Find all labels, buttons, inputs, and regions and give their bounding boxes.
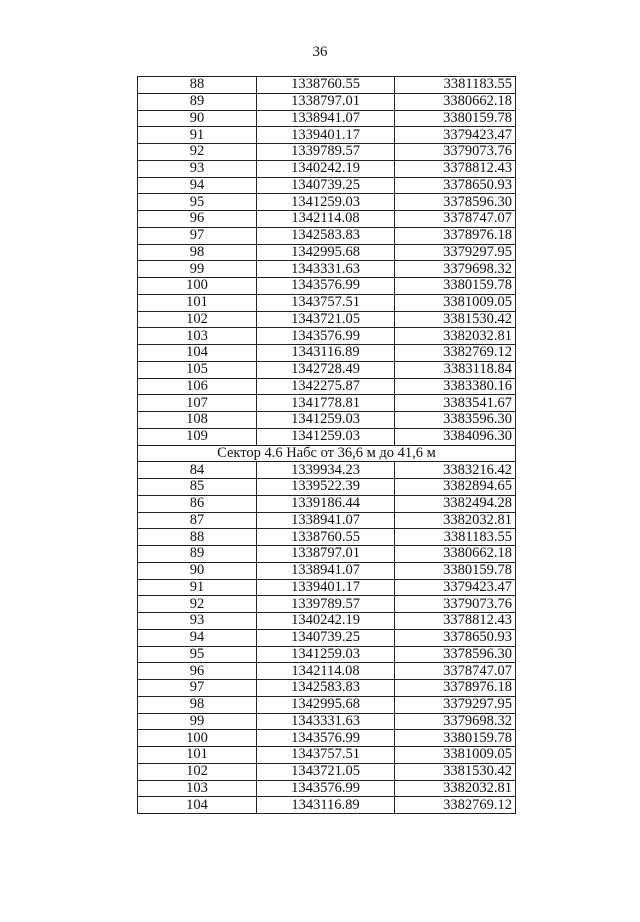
coordinate-x: 1342583.83 xyxy=(257,680,395,697)
table-row xyxy=(138,462,516,479)
table-row xyxy=(138,127,516,144)
coordinate-x: 1341259.03 xyxy=(257,194,395,211)
point-number: 99 xyxy=(138,261,257,278)
point-number: 84 xyxy=(138,462,257,479)
coordinate-y: 3378650.93 xyxy=(395,177,516,194)
point-number: 90 xyxy=(138,562,257,579)
point-number: 88 xyxy=(138,529,257,546)
coordinate-y: 3382032.81 xyxy=(395,512,516,529)
coordinate-x: 1340242.19 xyxy=(257,160,395,177)
coordinate-x: 1342583.83 xyxy=(257,227,395,244)
table-row xyxy=(138,395,516,412)
table-body-top xyxy=(138,77,516,446)
table-row xyxy=(138,495,516,512)
point-number: 96 xyxy=(138,211,257,228)
point-number: 93 xyxy=(138,160,257,177)
coordinate-x: 1339401.17 xyxy=(257,127,395,144)
coordinate-y: 3381183.55 xyxy=(395,77,516,94)
table-row xyxy=(138,713,516,730)
coordinate-y: 3382494.28 xyxy=(395,495,516,512)
coordinate-y: 3379698.32 xyxy=(395,261,516,278)
coordinate-y: 3379423.47 xyxy=(395,127,516,144)
point-number: 104 xyxy=(138,345,257,362)
coordinate-x: 1342114.08 xyxy=(257,663,395,680)
point-number: 102 xyxy=(138,763,257,780)
coordinate-y: 3378812.43 xyxy=(395,160,516,177)
point-number: 89 xyxy=(138,93,257,110)
point-number: 101 xyxy=(138,294,257,311)
coordinate-y: 3379698.32 xyxy=(395,713,516,730)
coordinate-x: 1339186.44 xyxy=(257,495,395,512)
point-number: 86 xyxy=(138,495,257,512)
coordinate-y: 3380662.18 xyxy=(395,546,516,563)
coordinate-x: 1339934.23 xyxy=(257,462,395,479)
coordinate-x: 1341778.81 xyxy=(257,395,395,412)
point-number: 96 xyxy=(138,663,257,680)
table-row xyxy=(138,613,516,630)
coordinate-y: 3381530.42 xyxy=(395,311,516,328)
point-number: 104 xyxy=(138,797,257,814)
table-row xyxy=(138,412,516,429)
table-row xyxy=(138,361,516,378)
point-number: 100 xyxy=(138,730,257,747)
table-row xyxy=(138,110,516,127)
coordinate-x: 1339789.57 xyxy=(257,596,395,613)
coordinate-x: 1343576.99 xyxy=(257,328,395,345)
table-row xyxy=(138,311,516,328)
coordinate-x: 1339522.39 xyxy=(257,479,395,496)
table-row xyxy=(138,294,516,311)
coordinate-x: 1343116.89 xyxy=(257,797,395,814)
section-header-group xyxy=(138,445,516,462)
point-number: 92 xyxy=(138,144,257,161)
table-row xyxy=(138,144,516,161)
table-row xyxy=(138,194,516,211)
section-title: Сектор 4.6 Набс от 36,6 м до 41,6 м xyxy=(138,445,516,462)
table-row xyxy=(138,177,516,194)
point-number: 91 xyxy=(138,127,257,144)
coordinate-x: 1343576.99 xyxy=(257,278,395,295)
table-row xyxy=(138,211,516,228)
point-number: 94 xyxy=(138,177,257,194)
point-number: 98 xyxy=(138,244,257,261)
coordinate-y: 3381009.05 xyxy=(395,294,516,311)
table-row xyxy=(138,244,516,261)
coordinate-x: 1340739.25 xyxy=(257,629,395,646)
coordinate-x: 1338941.07 xyxy=(257,110,395,127)
coordinate-x: 1341259.03 xyxy=(257,412,395,429)
section-header-row xyxy=(138,445,516,462)
coordinate-y: 3383541.67 xyxy=(395,395,516,412)
table-row xyxy=(138,780,516,797)
coordinate-x: 1343721.05 xyxy=(257,763,395,780)
coordinate-y: 3378812.43 xyxy=(395,613,516,630)
coordinate-y: 3382032.81 xyxy=(395,328,516,345)
point-number: 108 xyxy=(138,412,257,429)
point-number: 99 xyxy=(138,713,257,730)
point-number: 102 xyxy=(138,311,257,328)
coordinate-y: 3381530.42 xyxy=(395,763,516,780)
point-number: 95 xyxy=(138,194,257,211)
table-row xyxy=(138,512,516,529)
coordinate-x: 1343331.63 xyxy=(257,713,395,730)
coordinate-y: 3381009.05 xyxy=(395,747,516,764)
point-number: 92 xyxy=(138,596,257,613)
coordinate-x: 1338941.07 xyxy=(257,512,395,529)
coordinate-y: 3382894.65 xyxy=(395,479,516,496)
point-number: 94 xyxy=(138,629,257,646)
table-row xyxy=(138,763,516,780)
coordinate-y: 3378976.18 xyxy=(395,227,516,244)
table-row xyxy=(138,680,516,697)
point-number: 88 xyxy=(138,77,257,94)
coordinate-y: 3378747.07 xyxy=(395,211,516,228)
point-number: 91 xyxy=(138,579,257,596)
table-row xyxy=(138,479,516,496)
coordinate-y: 3382769.12 xyxy=(395,797,516,814)
point-number: 103 xyxy=(138,780,257,797)
coordinate-y: 3378976.18 xyxy=(395,680,516,697)
point-number: 87 xyxy=(138,512,257,529)
point-number: 103 xyxy=(138,328,257,345)
point-number: 97 xyxy=(138,680,257,697)
coordinate-x: 1343576.99 xyxy=(257,780,395,797)
coordinate-x: 1342275.87 xyxy=(257,378,395,395)
point-number: 90 xyxy=(138,110,257,127)
coordinate-x: 1343331.63 xyxy=(257,261,395,278)
coordinate-x: 1338797.01 xyxy=(257,93,395,110)
coordinate-x: 1338760.55 xyxy=(257,529,395,546)
coordinate-x: 1338760.55 xyxy=(257,77,395,94)
coordinate-y: 3379073.76 xyxy=(395,596,516,613)
coordinate-y: 3380159.78 xyxy=(395,278,516,295)
point-number: 93 xyxy=(138,613,257,630)
table-row xyxy=(138,93,516,110)
table-row xyxy=(138,278,516,295)
coordinate-x: 1341259.03 xyxy=(257,646,395,663)
point-number: 109 xyxy=(138,428,257,445)
coordinate-x: 1339789.57 xyxy=(257,144,395,161)
coordinates-table xyxy=(137,76,516,814)
coordinate-y: 3379297.95 xyxy=(395,244,516,261)
coordinate-x: 1343721.05 xyxy=(257,311,395,328)
coordinate-x: 1342995.68 xyxy=(257,696,395,713)
coordinate-x: 1340242.19 xyxy=(257,613,395,630)
coordinate-y: 3378596.30 xyxy=(395,194,516,211)
coordinate-x: 1339401.17 xyxy=(257,579,395,596)
point-number: 97 xyxy=(138,227,257,244)
coordinate-y: 3380159.78 xyxy=(395,562,516,579)
coordinate-x: 1338941.07 xyxy=(257,562,395,579)
table-row xyxy=(138,696,516,713)
point-number: 98 xyxy=(138,696,257,713)
coordinate-y: 3378650.93 xyxy=(395,629,516,646)
table-row xyxy=(138,160,516,177)
page-number: 36 xyxy=(312,44,328,60)
table-row xyxy=(138,378,516,395)
table-body-bottom xyxy=(138,462,516,814)
coordinate-x: 1342114.08 xyxy=(257,211,395,228)
table-row xyxy=(138,646,516,663)
point-number: 105 xyxy=(138,361,257,378)
point-number: 101 xyxy=(138,747,257,764)
coordinate-x: 1343576.99 xyxy=(257,730,395,747)
coordinate-y: 3379073.76 xyxy=(395,144,516,161)
coordinate-y: 3383216.42 xyxy=(395,462,516,479)
coordinate-x: 1340739.25 xyxy=(257,177,395,194)
table-row xyxy=(138,797,516,814)
coordinate-y: 3381183.55 xyxy=(395,529,516,546)
coordinate-y: 3383118.84 xyxy=(395,361,516,378)
coordinate-x: 1338797.01 xyxy=(257,546,395,563)
point-number: 85 xyxy=(138,479,257,496)
table-row xyxy=(138,747,516,764)
table-row xyxy=(138,529,516,546)
table-row xyxy=(138,629,516,646)
coordinate-y: 3383380.16 xyxy=(395,378,516,395)
table-row xyxy=(138,428,516,445)
coordinate-x: 1342995.68 xyxy=(257,244,395,261)
coordinate-x: 1343757.51 xyxy=(257,294,395,311)
table-row xyxy=(138,328,516,345)
table-row xyxy=(138,579,516,596)
table-row xyxy=(138,227,516,244)
coordinate-x: 1342728.49 xyxy=(257,361,395,378)
coordinate-y: 3378596.30 xyxy=(395,646,516,663)
point-number: 107 xyxy=(138,395,257,412)
coordinate-y: 3380159.78 xyxy=(395,730,516,747)
coordinate-y: 3379423.47 xyxy=(395,579,516,596)
coordinate-y: 3382769.12 xyxy=(395,345,516,362)
table-row xyxy=(138,345,516,362)
table-row xyxy=(138,663,516,680)
table-row xyxy=(138,596,516,613)
point-number: 100 xyxy=(138,278,257,295)
coordinate-y: 3379297.95 xyxy=(395,696,516,713)
table-row xyxy=(138,261,516,278)
table-row xyxy=(138,546,516,563)
coordinate-y: 3384096.30 xyxy=(395,428,516,445)
coordinate-x: 1341259.03 xyxy=(257,428,395,445)
coordinate-x: 1343757.51 xyxy=(257,747,395,764)
coordinate-y: 3382032.81 xyxy=(395,780,516,797)
point-number: 106 xyxy=(138,378,257,395)
coordinate-y: 3380159.78 xyxy=(395,110,516,127)
coordinate-y: 3380662.18 xyxy=(395,93,516,110)
coordinate-y: 3378747.07 xyxy=(395,663,516,680)
coordinate-x: 1343116.89 xyxy=(257,345,395,362)
table-row xyxy=(138,562,516,579)
point-number: 89 xyxy=(138,546,257,563)
table-row xyxy=(138,730,516,747)
coordinate-y: 3383596.30 xyxy=(395,412,516,429)
table-row xyxy=(138,77,516,94)
point-number: 95 xyxy=(138,646,257,663)
